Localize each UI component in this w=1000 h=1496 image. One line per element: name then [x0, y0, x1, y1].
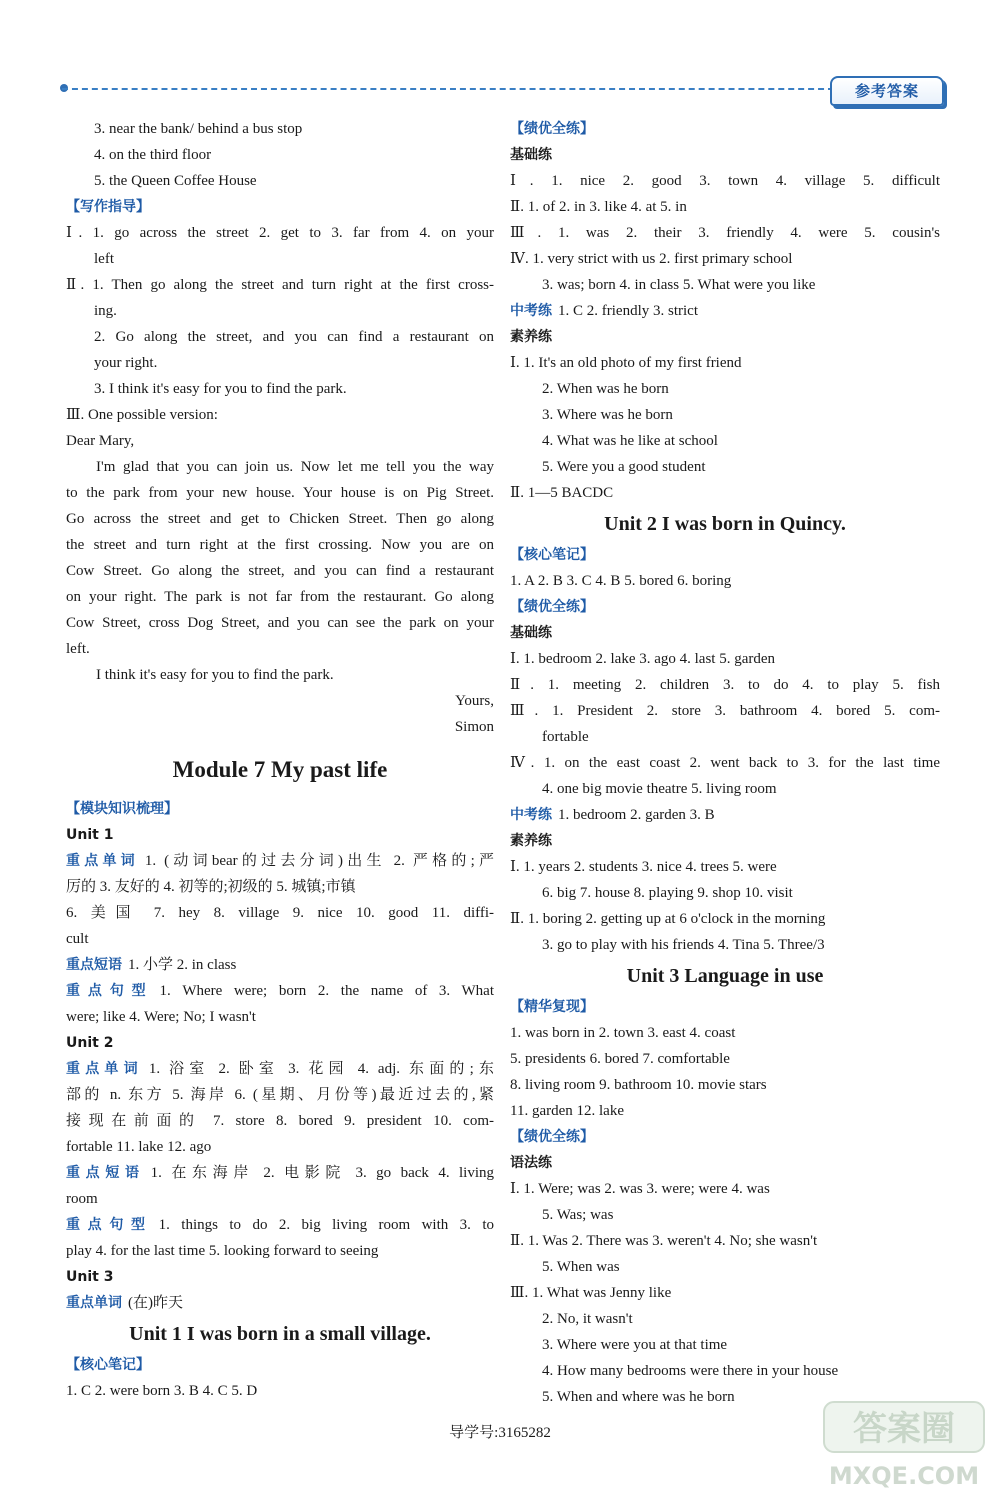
answer-line: 3. Where were you at that time	[542, 1337, 728, 1353]
key-point-label: 重点短语	[66, 957, 122, 973]
answer-line: ing.	[94, 303, 117, 319]
answer-line: your right.	[94, 355, 158, 371]
answer-line: Cow Street, cross Dog Street, and you can see the park on your	[66, 615, 494, 631]
answer-line	[66, 952, 494, 978]
subsection-label: 素养练	[510, 329, 552, 345]
answer-line: Ⅰ. 1. It's an old photo of my first friend	[510, 355, 742, 371]
key-point-label: 重点单词	[66, 1061, 143, 1077]
answer-line: 5. When and where was he born	[542, 1389, 735, 1405]
section-tag: 【绩优全练】	[510, 1129, 594, 1145]
subsection-label: 基础练	[510, 147, 552, 163]
section-tag: 【写作指导】	[66, 199, 150, 215]
answer-line: Ⅰ. 1. Were; was 2. was 3. were; were 4. was	[510, 1181, 770, 1197]
section-tag: 【绩优全练】	[510, 599, 594, 615]
answer-line: Ⅰ. 1. years 2. students 3. nice 4. trees 5. were	[510, 859, 777, 875]
answer-line: 3. go to play with his friends 4. Tina 5. Three/3	[542, 937, 825, 953]
answer-line	[66, 1056, 494, 1082]
unit-heading: Unit 2 I was born in Quincy.	[604, 513, 846, 535]
answer-line: 接现在前面的 7. store 8. bored 9. president 10. com-	[66, 1113, 494, 1129]
answer-line: 2. No, it wasn't	[542, 1311, 633, 1327]
answer-key-badge: 参考答案	[830, 76, 944, 106]
answer-line: cult	[66, 931, 89, 947]
answer-line	[510, 802, 940, 828]
answer-line: 6. 美国 7. hey 8. village 9. nice 10. good 11. diffi-	[66, 905, 494, 921]
answer-line: I'm glad that you can join us. Now let me tell you the way	[96, 459, 494, 475]
answer-text: 1. bedroom 2. garden 3. B	[558, 807, 715, 823]
answer-text: 1. C 2. friendly 3. strict	[558, 303, 698, 319]
answer-line: 2. When was he born	[542, 381, 669, 397]
answer-line: on your right. The park is not far from the restaurant. Go along	[66, 589, 494, 605]
answer-line: were; like 4. Were; No; I wasn't	[66, 1009, 256, 1025]
answer-line: Ⅱ. 1—5 BACDC	[510, 485, 614, 501]
answer-line: Ⅳ. 1. on the east coast 2. went back to 3. for the last time	[510, 755, 940, 771]
answer-line	[66, 1212, 494, 1238]
answer-line: Dear Mary,	[66, 433, 135, 449]
answer-line: fortable 11. lake 12. ago	[66, 1139, 212, 1155]
key-point-label: 中考练	[510, 303, 552, 319]
section-tag: 【精华复现】	[510, 999, 594, 1015]
subsection-label: Unit 3	[66, 1269, 114, 1285]
answer-line: Ⅱ. 1. Was 2. There was 3. weren't 4. No; she wasn't	[510, 1233, 818, 1249]
subsection-label: Unit 2	[66, 1035, 114, 1051]
answer-line: 5. Were you a good student	[542, 459, 706, 475]
answer-line: Ⅱ. 1. meeting 2. children 3. to do 4. to play 5. fish	[510, 677, 940, 693]
answer-line: 11. garden 12. lake	[510, 1103, 624, 1119]
answer-text: 1. things to do 2. big living room with 3. to	[158, 1217, 494, 1233]
answer-line: fortable	[542, 729, 589, 745]
answer-line: Cow Street. Go along the street, and you can find a restaurant	[66, 563, 494, 579]
answer-line: play 4. for the last time 5. looking forward to seeing	[66, 1243, 379, 1259]
answer-line: I think it's easy for you to find the park.	[96, 667, 334, 683]
key-point-label: 重点句型	[66, 1217, 153, 1233]
answer-line: room	[66, 1191, 98, 1207]
answer-line: Ⅲ. One possible version:	[66, 407, 218, 423]
answer-line: Ⅱ. 1. boring 2. getting up at 6 o'clock in the morning	[510, 911, 826, 927]
answer-line: Ⅰ. 1. bedroom 2. lake 3. ago 4. last 5. garden	[510, 651, 776, 667]
answer-line: 5. When was	[542, 1259, 620, 1275]
answer-line: Ⅲ. 1. President 2. store 3. bathroom 4. bored 5. com-	[510, 703, 940, 719]
answer-line: left	[94, 251, 114, 267]
answer-text: 1. 在东海岸 2. 电影院 3. go back 4. living	[150, 1165, 494, 1181]
answer-line	[510, 298, 940, 324]
answer-line: the street and turn right at the first crossing. Now you are on	[66, 537, 494, 553]
key-point-label: 重点短语	[66, 1165, 145, 1181]
answer-text: 1. Where were; born 2. the name of 3. What	[159, 983, 494, 999]
right-column	[510, 116, 940, 1410]
answer-line: 5. Was; was	[542, 1207, 614, 1223]
answer-line: 1. C 2. were born 3. B 4. C 5. D	[66, 1383, 258, 1399]
study-code-footer: 导学号:3165282	[449, 1425, 551, 1441]
section-tag: 【绩优全练】	[510, 121, 594, 137]
answer-line: 厉的 3. 友好的 4. 初等的;初级的 5. 城镇;市镇	[66, 879, 356, 895]
answer-text: (在)昨天	[128, 1295, 183, 1311]
answer-line: Ⅳ. 1. very strict with us 2. first primary school	[510, 251, 793, 267]
svg-text:答案圈: 答案圈	[853, 1409, 955, 1449]
section-tag: 【核心笔记】	[66, 1357, 150, 1373]
answer-line	[66, 1160, 494, 1186]
answer-line: 1. was born in 2. town 3. east 4. coast	[510, 1025, 736, 1041]
unit-heading: Unit 3 Language in use	[626, 965, 824, 987]
answer-line: left.	[66, 641, 90, 657]
answer-line: 8. living room 9. bathroom 10. movie stars	[510, 1077, 767, 1093]
answer-line: Ⅰ. 1. go across the street 2. get to 3. far from 4. on your	[66, 225, 494, 241]
answer-line: 3. Where was he born	[542, 407, 673, 423]
answer-line: 3. near the bank/ behind a bus stop	[94, 121, 303, 137]
answer-line: 3. I think it's easy for you to find the park.	[94, 381, 347, 397]
answer-line: Ⅱ. 1. of 2. in 3. like 4. at 5. in	[510, 199, 687, 215]
answer-line: 4. What was he like at school	[542, 433, 718, 449]
module-heading: Module 7 My past life	[172, 757, 388, 782]
answer-line: Go across the street and get to Chicken Street. Then go along	[66, 511, 494, 527]
answer-line: 1. A 2. B 3. C 4. B 5. bored 6. boring	[510, 573, 732, 589]
answer-line: 5. the Queen Coffee House	[94, 173, 257, 189]
answer-line: Ⅰ. 1. nice 2. good 3. town 4. village 5. difficult	[510, 173, 940, 189]
svg-text:MXQE.COM: MXQE.COM	[828, 1462, 980, 1490]
answer-line: 6. big 7. house 8. playing 9. shop 10. visit	[542, 885, 793, 901]
key-point-label: 重点句型	[66, 983, 154, 999]
answer-line: Ⅲ. 1. What was Jenny like	[510, 1285, 672, 1301]
unit-heading: Unit 1 I was born in a small village.	[129, 1323, 431, 1345]
subsection-label: Unit 1	[66, 827, 114, 843]
answer-line: Simon	[454, 719, 494, 735]
answer-line: 2. Go along the street, and you can find a restaurant on	[94, 329, 494, 345]
answer-line	[66, 848, 494, 874]
answer-line: 5. presidents 6. bored 7. comfortable	[510, 1051, 730, 1067]
key-point-label: 中考练	[510, 807, 552, 823]
answer-line: Ⅱ. 1. Then go along the street and turn right at the first cross-	[66, 277, 494, 293]
key-point-label: 重点单词	[66, 1295, 122, 1311]
answer-text: 1. 小学 2. in class	[128, 957, 237, 973]
answer-text: 1. 浴室 2. 卧室 3. 花园 4. adj. 东面的;东	[148, 1061, 494, 1077]
section-tag: 【模块知识梳理】	[66, 801, 178, 817]
watermark-logo	[820, 1400, 988, 1492]
header-rule	[62, 88, 834, 90]
section-tag: 【核心笔记】	[510, 547, 594, 563]
answer-line	[66, 978, 494, 1004]
answer-line: 3. was; born 4. in class 5. What were you like	[542, 277, 816, 293]
subsection-label: 素养练	[510, 833, 552, 849]
answer-line: to the park from your new house. Your house is on Pig Street.	[66, 485, 494, 501]
subsection-label: 基础练	[510, 625, 552, 641]
answer-line: Yours,	[455, 693, 494, 709]
answer-line: 部的 n. 东方 5. 海岸 6. (星期、月份等)最近过去的,紧	[66, 1087, 494, 1103]
left-column	[66, 116, 494, 1404]
answer-line	[66, 1290, 494, 1316]
answer-line: 4. How many bedrooms were there in your house	[542, 1363, 839, 1379]
key-point-label: 重点单词	[66, 853, 139, 869]
answer-line: Ⅲ. 1. was 2. their 3. friendly 4. were 5. cousin's	[510, 225, 940, 241]
answer-line: 4. one big movie theatre 5. living room	[542, 781, 777, 797]
answer-line: 4. on the third floor	[94, 147, 212, 163]
answer-text: 1. (动词bear的过去分词)出生 2. 严格的;严	[144, 853, 494, 869]
subsection-label: 语法练	[510, 1155, 552, 1171]
